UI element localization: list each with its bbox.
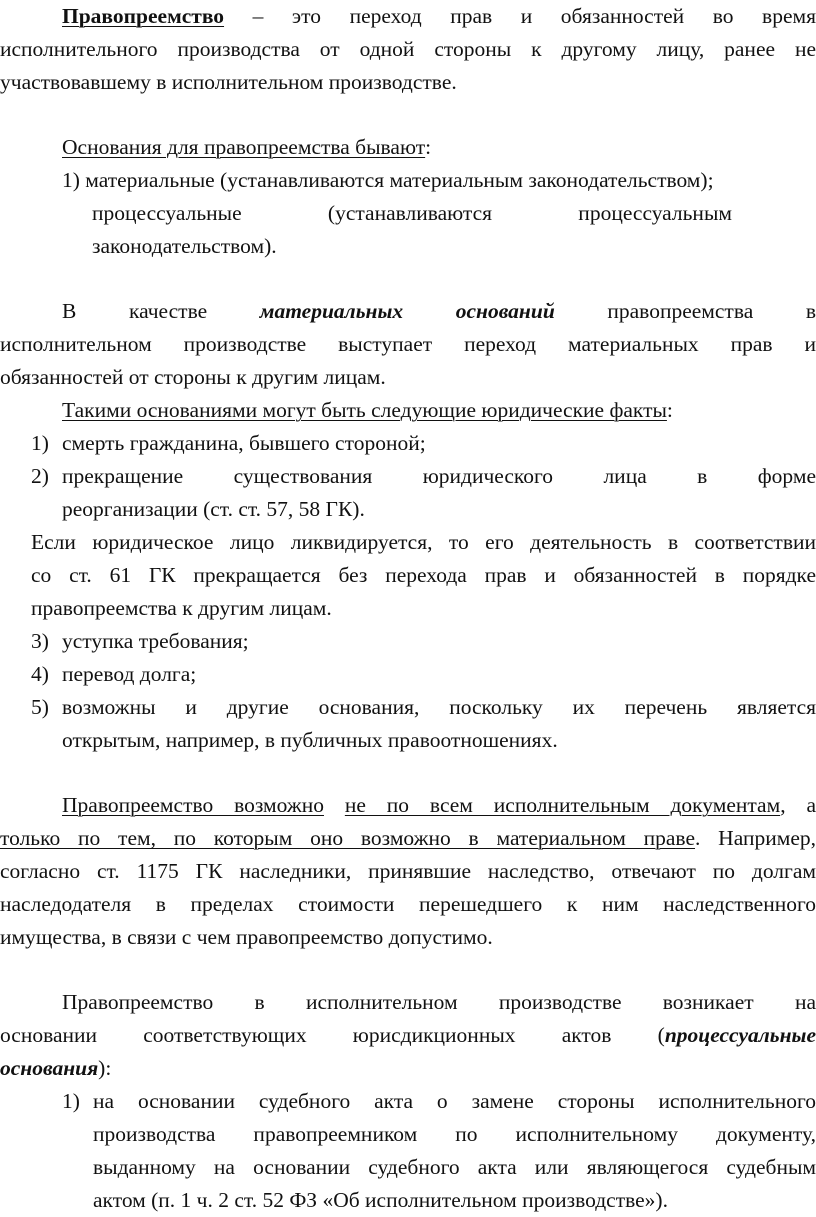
succession-scope-line-1: Правопреемство возможно не по всем исполнительным документам, а: [62, 793, 816, 817]
legal-facts-heading: Такими основаниями могут быть следующие юридические факты:: [62, 398, 673, 422]
grounds-item-2-line-2: законодательством).: [92, 234, 277, 258]
material-grounds-line-1: В качестве материальных оснований правопреемства в: [62, 299, 816, 323]
grounds-heading: Основания для правопреемства бывают:: [62, 135, 432, 159]
list-item-5-line-2: открытым, например, в публичных правоотношениях.: [62, 728, 558, 752]
liquidation-note-line-2: со ст. 61 ГК прекращается без перехода прав и обязанностей в порядке: [31, 563, 816, 587]
definition-line-3: участвовавшему в исполнительном производстве.: [0, 70, 457, 94]
material-grounds-emphasis: материальных оснований: [259, 299, 555, 323]
procedural-item-1-line-2: производства правопреемником по исполнительному документу,: [93, 1122, 816, 1146]
list-item-5-line-1: возможны и другие основания, поскольку их перечень является: [62, 695, 816, 719]
definition-line-1: Правопреемство – это переход прав и обязанностей во время: [62, 4, 816, 28]
material-grounds-line-3: обязанностей от стороны к другим лицам.: [0, 365, 386, 389]
succession-scope-line-2: только по тем, по которым оно возможно в материальном праве. Например,: [0, 826, 816, 850]
material-grounds-line-2: исполнительном производстве выступает переход материальных прав и: [0, 332, 816, 356]
liquidation-note-line-1: Если юридическое лицо ликвидируется, то его деятельность в соответствии: [31, 530, 816, 554]
procedural-grounds-emphasis: процессуальные: [664, 1023, 816, 1047]
document-page: Правопреемство – это переход прав и обязанностей во время исполнительного производства от одной стороны к другому лицу, ранее не участвовавшему в исполнительном производстве. Основания для правопреемства бывают: 1) материальные (устанавливаются материальным законодательством); процессуальные (устанавливаются процессуальным законодательством). В качестве материальных оснований правопреемства в исполнительном производстве выступает переход материальных прав и обязанностей от стороны к другим лицам. Такими основаниями могут быть следующие юридические факты: 1) смерть гражданина, бывшего стороной; 2) прекращение существования юридического лица в форме реорганизации (ст. ст. 57, 58 ГК). Если юридическое лицо ликвидируется, то его деятельность в соответствии со ст. 61 ГК прекращается без перехода прав и обязанностей в порядке правопреемства к другим лицам. 3) уступка требования; 4) перевод долга; 5) возможны и другие основания, поскольку их перечень является открытым, например, в публичных правоотношениях. Правопреемство возможно не по всем исполнительным документам, а только по тем, по которым оно возможно в материальном праве. Например, согласно ст. 1175 ГК наследники, принявшие наследство, отвечают по долгам наследодателя в пределах стоимости перешедшего к ним наследственного имущества, в связи с чем правопреемство допустимо. Правопреемство в исполнительном производстве возникает на основании соответствующих юрисдикционных актов (процессуальные основания): 1) на основании судебного акта о замене стороны исполнительного производства правопреемником по исполнительному документу, выданному на основании судебного акта или являющегося судебным актом (п. 1 ч. 2 ст. 52 ФЗ «Об исполнительном производстве»).: [0, 0, 816, 1191]
procedural-grounds-line-1: Правопреемство в исполнительном производстве возникает на: [62, 990, 816, 1014]
term-succession: Правопреемство: [62, 4, 225, 28]
list-item-2-line-1: прекращение существования юридического лица в форме: [62, 464, 816, 488]
procedural-grounds-line-3: основания):: [0, 1056, 112, 1080]
procedural-item-1-line-4: актом (п. 1 ч. 2 ст. 52 ФЗ «Об исполнительном производстве»).: [93, 1188, 668, 1212]
procedural-grounds-line-2: основании соответствующих юрисдикционных актов (процессуальные: [0, 1023, 816, 1047]
liquidation-note-line-3: правопреемства к другим лицам.: [31, 596, 332, 620]
succession-scope-line-5: имущества, в связи с чем правопреемство допустимо.: [0, 925, 493, 949]
succession-scope-line-3: согласно ст. 1175 ГК наследники, принявшие наследство, отвечают по долгам: [0, 859, 816, 883]
grounds-item-1: 1) материальные (устанавливаются материальным законодательством);: [62, 168, 714, 192]
procedural-item-1-line-1: на основании судебного акта о замене стороны исполнительного: [93, 1089, 816, 1113]
definition-line-2: исполнительного производства от одной стороны к другому лицу, ранее не: [0, 37, 816, 61]
grounds-item-2-line-1: процессуальные (устанавливаются процессуальным: [92, 201, 732, 225]
succession-scope-line-4: наследодателя в пределах стоимости перешедшего к ним наследственного: [0, 892, 816, 916]
list-item-2-line-2: реорганизации (ст. ст. 57, 58 ГК).: [62, 497, 365, 521]
procedural-item-1-line-3: выданному на основании судебного акта или являющегося судебным: [93, 1155, 816, 1179]
